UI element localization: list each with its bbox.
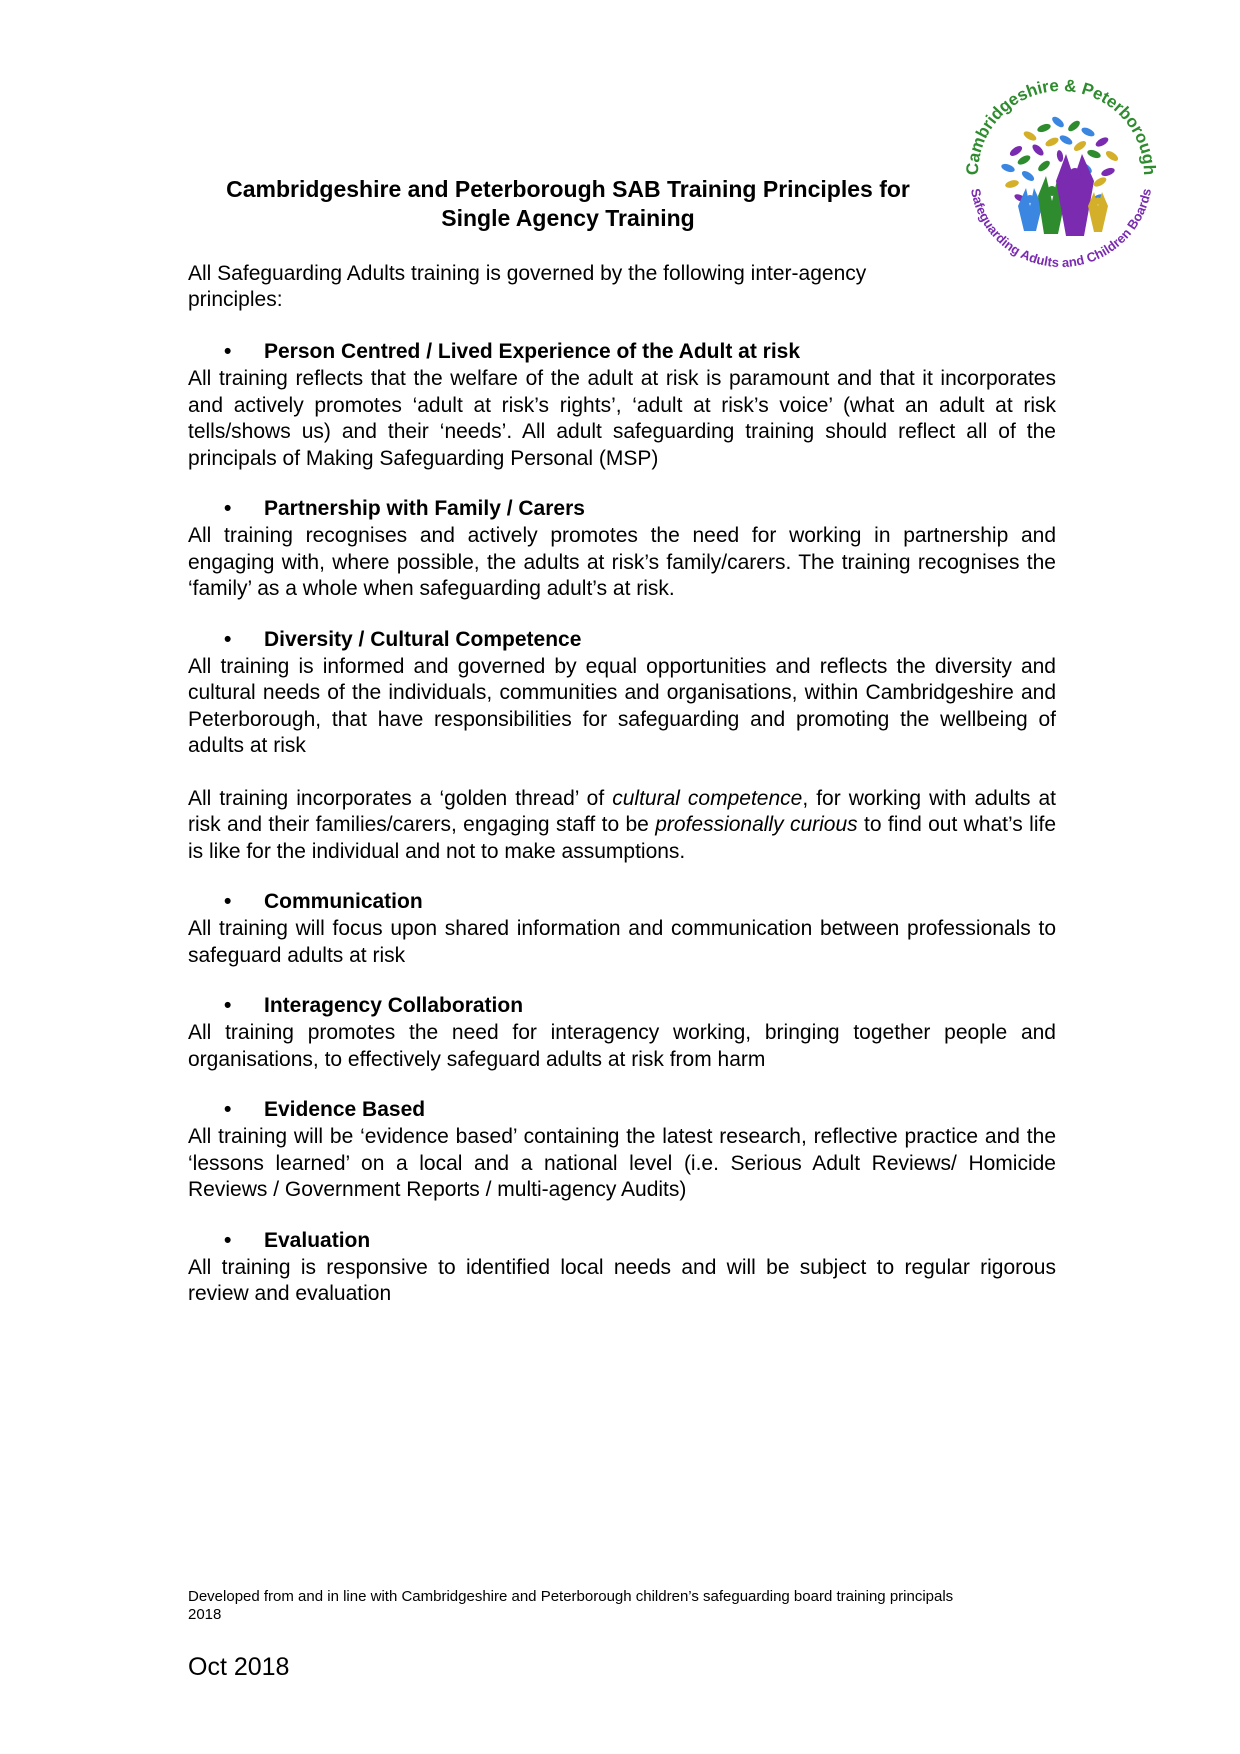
footnote xyxy=(188,1588,1068,1624)
intro-text: All Safeguarding Adults training is governed by the following inter-agency principles: xyxy=(188,262,867,311)
principle-paragraph: All training reflects that the welfare of the adult at risk is paramount and that it incorporates and actively promotes ‘adult at risk’s rights’, ‘adult at risk’s voice’ (what an adult at risk tells/shows us) and their ‘needs’. All adult safeguarding training should reflect all of the principals of Making Safeguarding Personal (MSP) xyxy=(188,367,1056,470)
principle-heading xyxy=(188,339,1056,365)
principles-list xyxy=(188,339,1056,1332)
tree-logo-icon xyxy=(948,56,1174,282)
board-logo xyxy=(948,56,1174,282)
emphasis-professionally-curious: professionally curious xyxy=(655,813,858,836)
logo-bottom-text: Safeguarding Adults and Children Boards xyxy=(967,187,1155,271)
page-title xyxy=(188,175,948,233)
principle-paragraph: All training is informed and governed by equal opportunities and reflects the diversity and cultural needs of the individuals, communities and organisations, within Cambridgeshire and Peterborough, that have responsibilities for safeguarding and promoting the wellbeing of adults at risk xyxy=(188,654,1056,757)
principle-heading-text: Evidence Based xyxy=(264,1098,426,1121)
principle-person-centred xyxy=(188,339,1056,472)
principle-communication xyxy=(188,889,1056,969)
principle-heading-text: Partnership with Family / Carers xyxy=(264,497,585,520)
principle-heading xyxy=(188,993,1056,1019)
bullet-icon: • xyxy=(224,890,232,913)
bullet-icon: • xyxy=(224,994,232,1017)
principle-heading-text: Communication xyxy=(264,890,423,913)
bullet-icon: • xyxy=(224,627,232,651)
principle-partnership xyxy=(188,496,1056,603)
principle-heading-text: Evaluation xyxy=(264,1228,371,1252)
principle-paragraph: All training recognises and actively promotes the need for working in partnership and engaging with, where possible, the adults at risk’s family/carers. The training recognises the ‘family’ as a whole when safeguarding adult’s at risk. xyxy=(188,524,1056,600)
footnote-line-1: Developed from and in line with Cambridgeshire and Peterborough children’s safeguarding board training principals xyxy=(188,1588,954,1605)
bullet-icon: • xyxy=(224,1228,232,1252)
principle-heading xyxy=(188,627,1056,653)
principle-heading xyxy=(188,496,1056,522)
principle-heading xyxy=(188,1228,1056,1254)
bullet-icon: • xyxy=(224,340,232,363)
principle-heading xyxy=(188,889,1056,915)
bullet-icon: • xyxy=(224,1098,232,1121)
footnote-line-2: 2018 xyxy=(188,1606,222,1623)
principle-evidence-based xyxy=(188,1097,1056,1204)
principle-heading-text: Person Centred / Lived Experience of the Adult at risk xyxy=(264,340,801,363)
title-line-2: Single Agency Training xyxy=(441,205,695,231)
principle-paragraph: All training is responsive to identified local needs and will be subject to regular rigorous review and evaluation xyxy=(188,1255,1056,1305)
text-run: , for working with adults at risk and their families/carers, engaging staff to be xyxy=(188,786,1057,836)
title-line-1: Cambridgeshire and Peterborough SAB Training Principles for xyxy=(226,176,910,202)
logo-top-text: Cambridgeshire & Peterborough xyxy=(962,75,1160,176)
principle-paragraph: All training will focus upon shared information and communication between professionals to safeguard adults at risk xyxy=(188,917,1056,967)
principle-interagency xyxy=(188,993,1056,1073)
figures xyxy=(1018,154,1108,236)
principle-paragraph: All training promotes the need for interagency working, bringing together people and organisations, to effectively safeguard adults at risk from harm xyxy=(188,1021,1056,1071)
principle-paragraph: All training will be ‘evidence based’ containing the latest research, reflective practice and the ‘lessons learned’ on a local and a national level (i.e. Serious Adult Reviews/ Homicide Reviews / Government Reports / multi-agency Audits) xyxy=(188,1125,1056,1201)
bullet-icon: • xyxy=(224,497,232,520)
principle-heading-text: Interagency Collaboration xyxy=(264,994,524,1017)
text-run: All training incorporates a ‘golden thread’ of xyxy=(188,786,613,810)
document-date: Oct 2018 xyxy=(188,1653,290,1681)
principle-paragraph-golden-thread xyxy=(188,786,1056,866)
principle-heading-text: Diversity / Cultural Competence xyxy=(264,627,582,651)
principle-evaluation xyxy=(188,1228,1056,1308)
text-run: to find out what’s life is like for the individual and not to make assumptions. xyxy=(188,813,1056,863)
emphasis-cultural-competence: cultural competence xyxy=(612,786,803,810)
principle-heading xyxy=(188,1097,1056,1123)
principle-diversity xyxy=(188,627,1056,866)
